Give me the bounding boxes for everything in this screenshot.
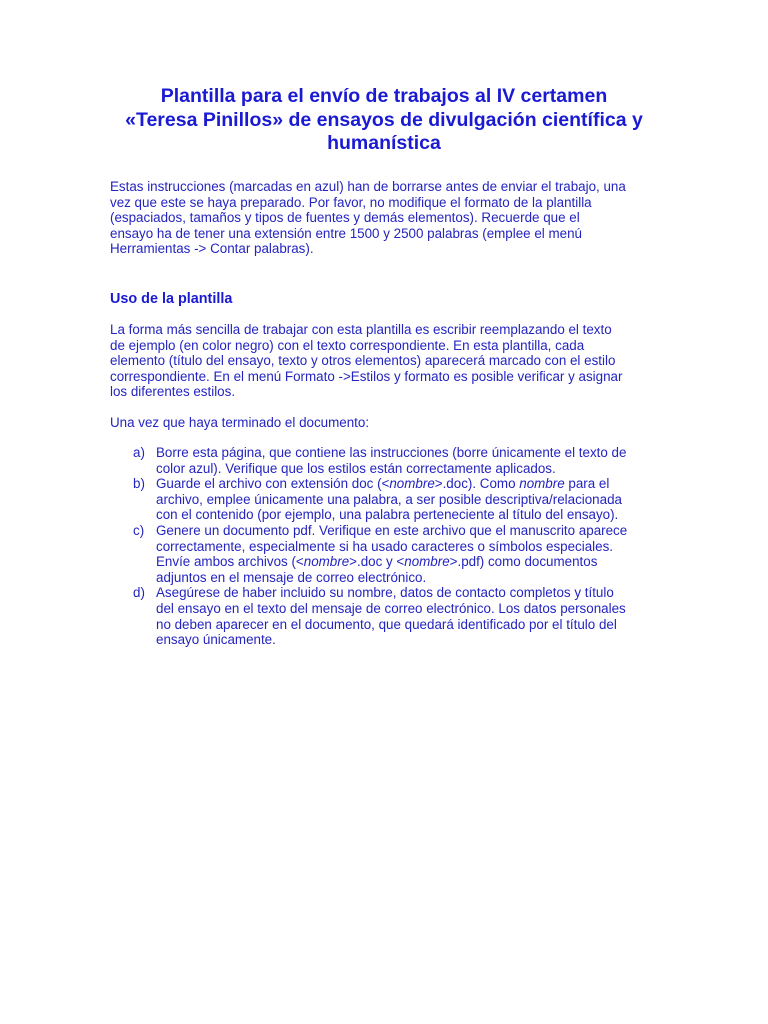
intro-line: vez que este se haya preparado. Por favor, no modifique el formato de la plantilla [110, 194, 592, 210]
italic-run: nombre [519, 476, 565, 492]
list-line [156, 554, 673, 570]
list-line: color azul). Verifique que los estilos están correctamente aplicados. [156, 460, 556, 476]
text-run: >.doc). Como [434, 476, 520, 492]
text-run: Guarde el archivo con extensión doc (< [156, 476, 390, 492]
text-run: >.doc y < [349, 554, 405, 570]
list-line: con el contenido (por ejemplo, una palabra perteneciente al título del ensayo). [156, 507, 619, 523]
list-item [133, 476, 673, 523]
intro-paragraph [110, 179, 665, 257]
list-line [156, 476, 673, 492]
text-run: para el [564, 476, 610, 492]
text-run: Envíe ambos archivos (< [156, 554, 304, 570]
title-line: humanística [327, 132, 441, 154]
list-line: Asegúrese de haber incluido su nombre, datos de contacto completos y título [156, 585, 614, 601]
list-line: Genere un documento pdf. Verifique en este archivo que el manuscrito aparece [156, 522, 628, 538]
paragraph-line: los diferentes estilos. [110, 384, 236, 400]
list-item [133, 585, 673, 647]
italic-run: nombre [404, 554, 450, 570]
intro-line: Estas instrucciones (marcadas en azul) han de borrarse antes de enviar el trabajo, una [110, 179, 626, 194]
paragraph-line: La forma más sencilla de trabajar con esta plantilla es escribir reemplazando el texto [110, 322, 612, 337]
document-title [100, 85, 668, 156]
list-marker: a) [133, 445, 145, 460]
intro-line: (espaciados, tamaños y tipos de fuentes y demás elementos). Recuerde que el [110, 210, 580, 226]
list-marker: d) [133, 585, 145, 601]
italic-run: nombre [303, 554, 350, 570]
list-item [133, 523, 673, 585]
list-line: Borre esta página, que contiene las instrucciones (borre únicamente el texto de [156, 445, 627, 460]
steps-list [133, 445, 673, 648]
paragraph-line: de ejemplo (en color negro) con el texto correspondiente. En esta plantilla, cada [110, 337, 585, 353]
steps-intro-paragraph [110, 415, 665, 431]
list-line: no deben aparecer en el documento, que quedará identificado por el título del [156, 616, 617, 632]
title-line: «Teresa Pinillos» de ensayos de divulgación científica y [125, 108, 643, 131]
paragraph-line: elemento (título del ensayo, texto y otros elementos) aparecerá marcado con el estilo [110, 353, 616, 369]
paragraph-line: correspondiente. En el menú Formato ->Estilos y formato es posible verificar y asignar [110, 368, 623, 384]
usage-paragraph [110, 322, 665, 400]
list-marker: c) [133, 522, 145, 538]
intro-line: Herramientas -> Contar palabras). [110, 241, 314, 257]
list-line: adjuntos en el mensaje de correo electrónico. [156, 569, 427, 585]
list-item [133, 445, 673, 476]
title-line: Plantilla para el envío de trabajos al IV certamen [160, 85, 608, 107]
intro-line: ensayo ha de tener una extensión entre 1500 y 2500 palabras (emplee el menú [110, 225, 582, 241]
list-marker: b) [133, 476, 145, 492]
italic-run: nombre [389, 476, 435, 492]
paragraph-line: Una vez que haya terminado el documento: [110, 415, 370, 430]
list-line: archivo, emplee únicamente una palabra, a ser posible descriptiva/relacionada [156, 491, 622, 507]
section-heading: Uso de la plantilla [110, 291, 233, 307]
list-line: del ensayo en el texto del mensaje de correo electrónico. Los datos personales [156, 600, 626, 616]
list-line: ensayo únicamente. [156, 632, 276, 648]
list-line: correctamente, especialmente si ha usado caracteres o símbolos especiales. [156, 538, 614, 554]
text-run: >.pdf) como documentos [449, 554, 598, 570]
